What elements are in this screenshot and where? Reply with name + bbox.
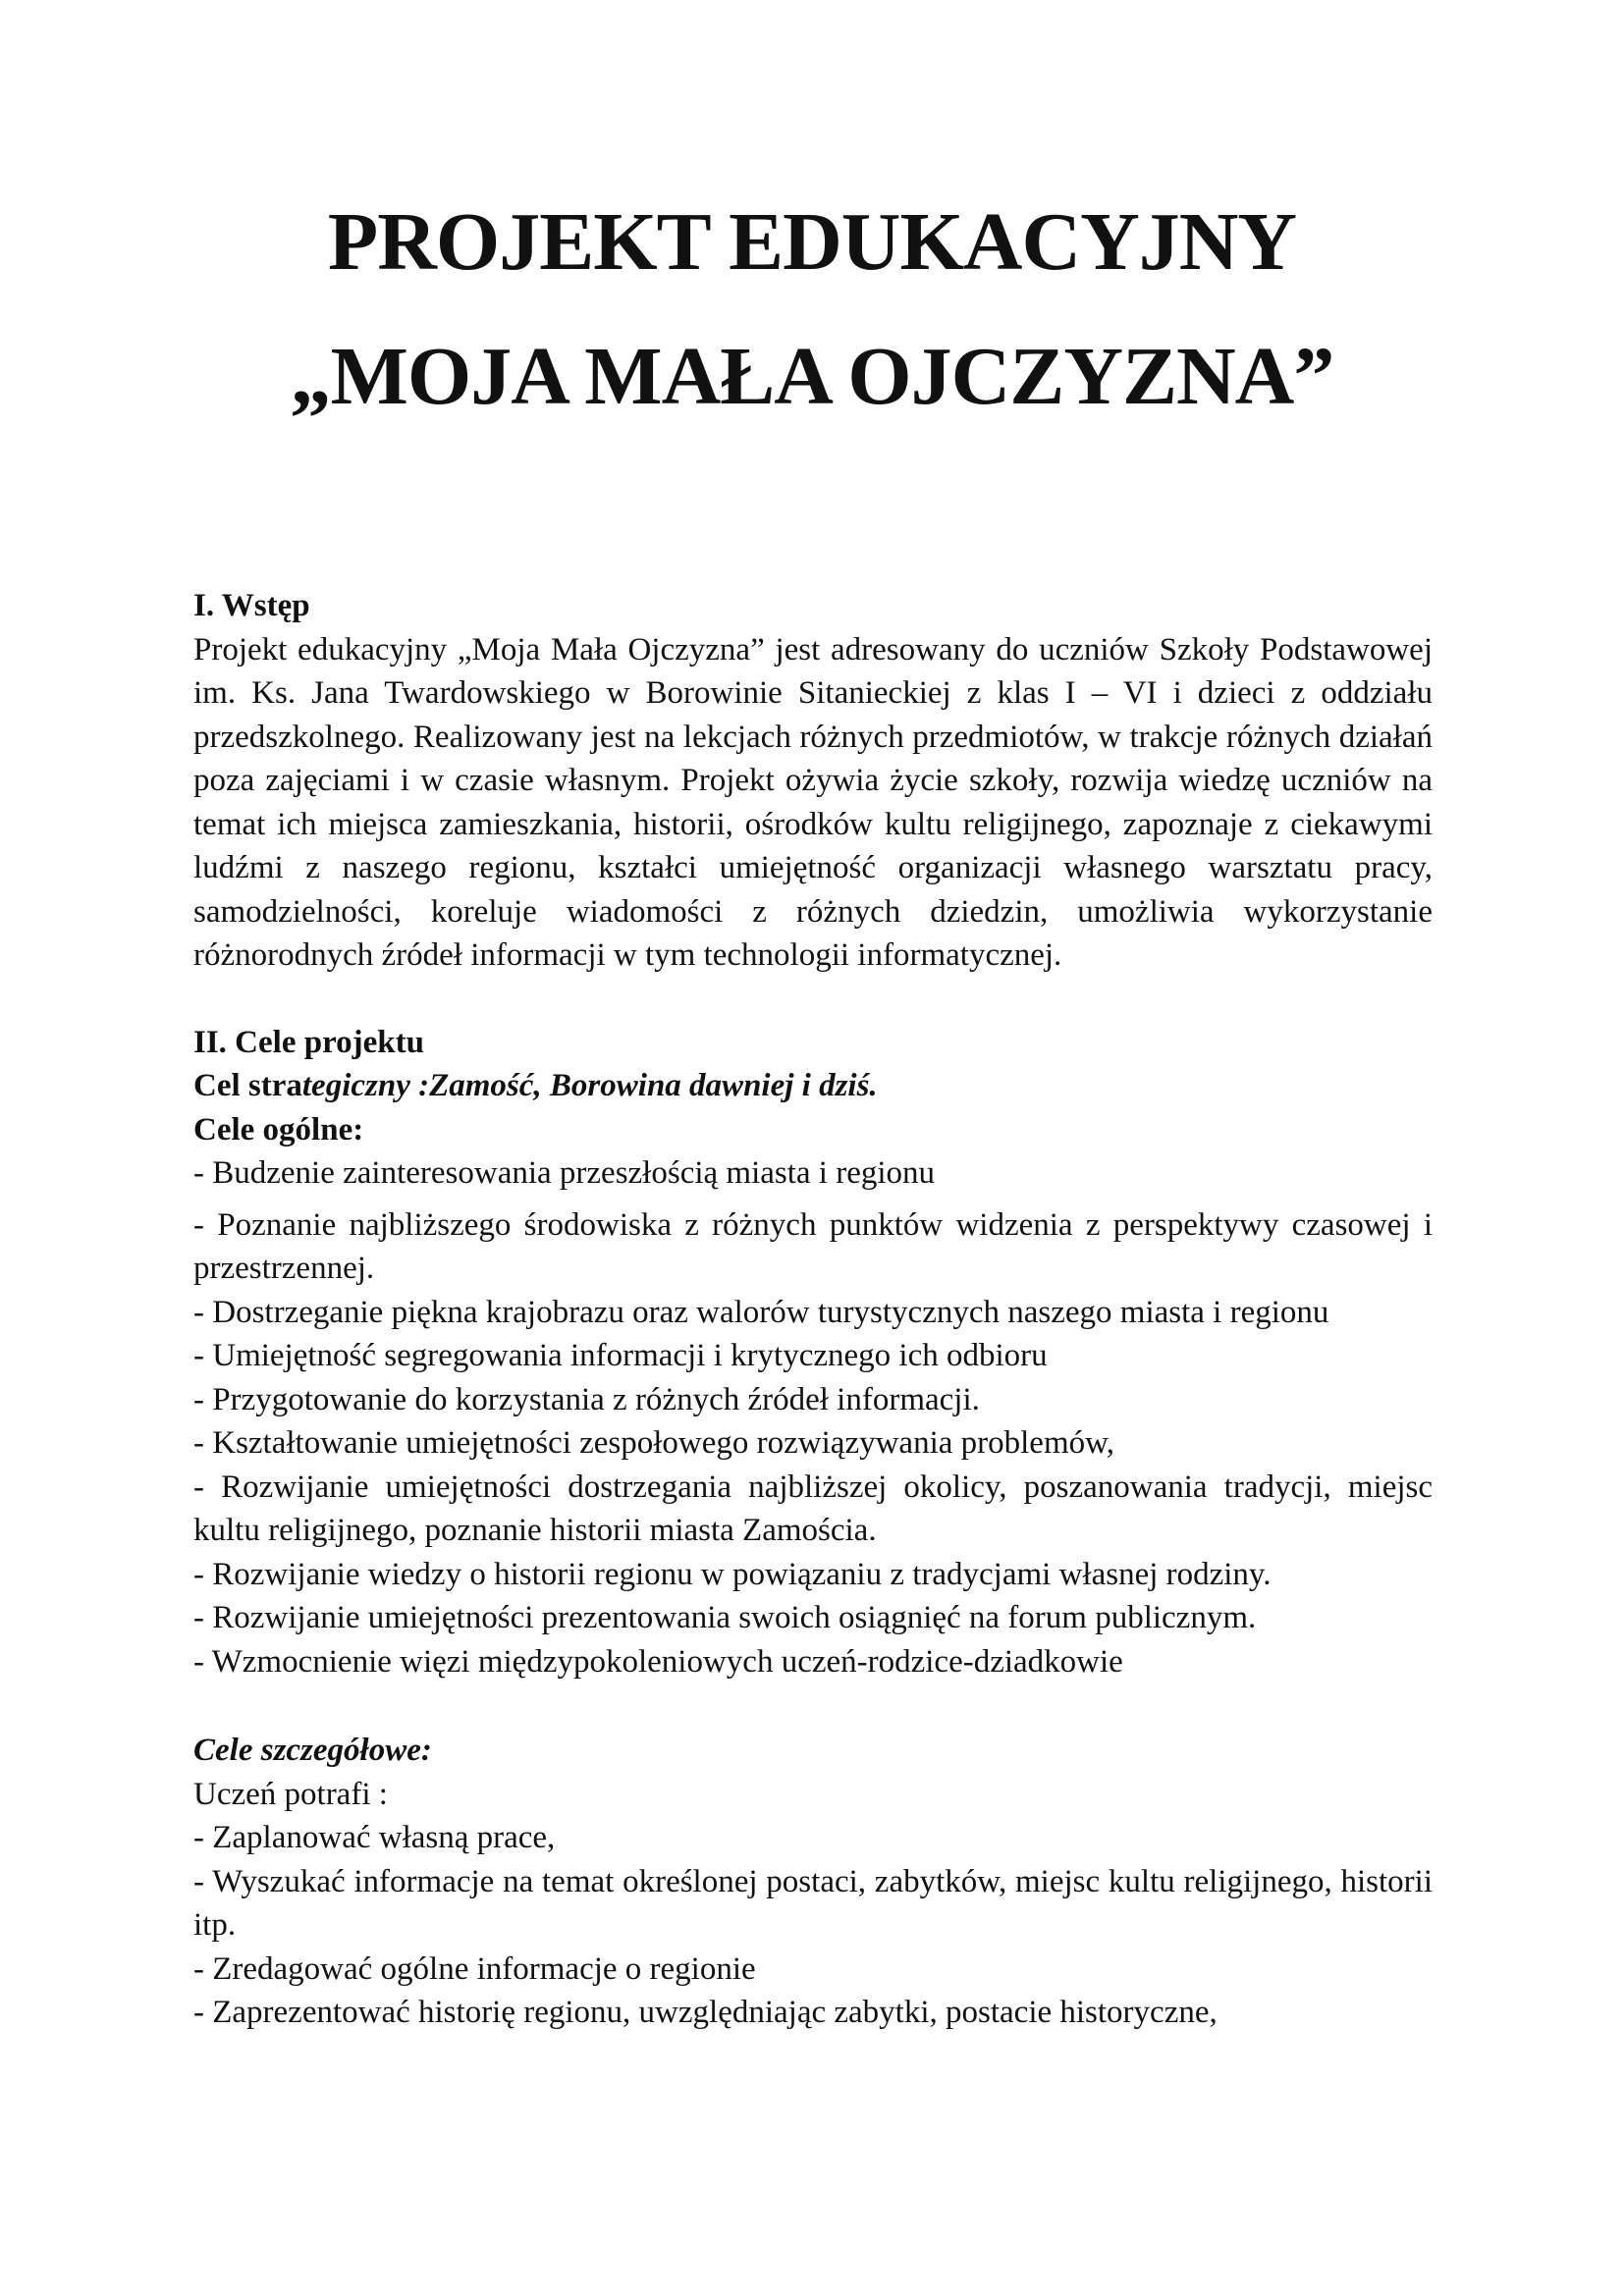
strategic-goal-label: Cel stra bbox=[193, 1068, 302, 1103]
detailed-goal-item: - Zaprezentować historię regionu, uwzględniając zabytki, postacie historyczne, bbox=[193, 1995, 1218, 2030]
introduction-paragraph: Projekt edukacyjny „Moja Mała Ojczyzna” jest adresowany do uczniów Szkoły Podstawowej im. Ks. Jana Twardowskiego w Borowinie Sitanieckiej z klas I – VI i dzieci z oddziału przedszkolnego. Realizowany jest na lekcjach różnych przedmiotów, w trakcje różnych działań poza zajęciami i w czasie własnym. Projekt ożywia życie szkoły, rozwija wiedzę uczniów na temat ich miejsca zamieszkania, historii, ośrodków kultu religijnego, zapoznaje z ciekawymi ludźmi z naszego regionu, kształci umiejętność organizacji własnego warsztatu pracy, samodzielności, koreluje wiadomości z różnych dziedzin, umożliwia wykorzystanie różnorodnych źródeł informacji w tym technologii informatycznej. bbox=[193, 631, 1433, 973]
section-heading-goals: II. Cele projektu bbox=[193, 1024, 424, 1060]
general-goal-item: - Poznanie najbliższego środowiska z różnych punktów widzenia z perspektywy czasowej i przestrzennej. bbox=[193, 1206, 1433, 1286]
general-goal-item: - Rozwijanie umiejętności prezentowania swoich osiągnięć na forum publicznym. bbox=[193, 1600, 1257, 1635]
general-goal-item: - Umiejętność segregowania informacji i krytycznego ich odbioru bbox=[193, 1338, 1048, 1373]
section-spacer bbox=[193, 1683, 1433, 1725]
section-heading-introduction: I. Wstęp bbox=[193, 588, 310, 623]
document-title-line-1: PROJEKT EDUKACYJNY bbox=[327, 196, 1297, 288]
general-goal-item: - Przygotowanie do korzystania z różnych źródeł informacji. bbox=[193, 1381, 980, 1417]
document-title-line-2: „MOJA MAŁA OJCZYZNA” bbox=[290, 331, 1334, 422]
detailed-goals-heading: Cele szczegółowe: bbox=[193, 1733, 432, 1768]
detailed-goal-item: - Wyszukać informacje na temat określonej postaci, zabytków, miejsc kultu religijnego, historii itp. bbox=[193, 1863, 1433, 1943]
general-goal-item: - Rozwijanie wiedzy o historii regionu w powiązaniu z tradycjami własnej rodziny. bbox=[193, 1556, 1272, 1592]
detailed-goals-intro: Uczeń potrafi : bbox=[193, 1776, 388, 1812]
strategic-goal bbox=[193, 1064, 1433, 1108]
general-goal-item: - Budzenie zainteresowania przeszłością miasta i regionu bbox=[193, 1155, 936, 1191]
strategic-goal-text: tegiczny :Zamość, Borowina dawniej i dziś. bbox=[301, 1068, 878, 1103]
detailed-goal-item: - Zaplanować własną prace, bbox=[193, 1820, 556, 1855]
general-goal-item: - Kształtowanie umiejętności zespołowego rozwiązywania problemów, bbox=[193, 1425, 1115, 1461]
general-goal-item: - Wzmocnienie więzi międzypokoleniowych uczeń-rodzice-dziadkowie bbox=[193, 1643, 1123, 1680]
general-goal-item: - Dostrzeganie piękna krajobrazu oraz walorów turystycznych naszego miasta i regionu bbox=[193, 1294, 1329, 1330]
section-spacer bbox=[193, 978, 1433, 1021]
general-goals-heading: Cele ogólne: bbox=[193, 1111, 364, 1148]
document-body bbox=[193, 584, 1433, 2035]
detailed-goal-item: - Zredagować ogólne informacje o regionie bbox=[193, 1950, 756, 1987]
general-goal-item: - Rozwijanie umiejętności dostrzegania najbliższej okolicy, poszanowania tradycji, miejsc kultu religijnego, poznanie historii miasta Zamościa. bbox=[193, 1468, 1433, 1548]
